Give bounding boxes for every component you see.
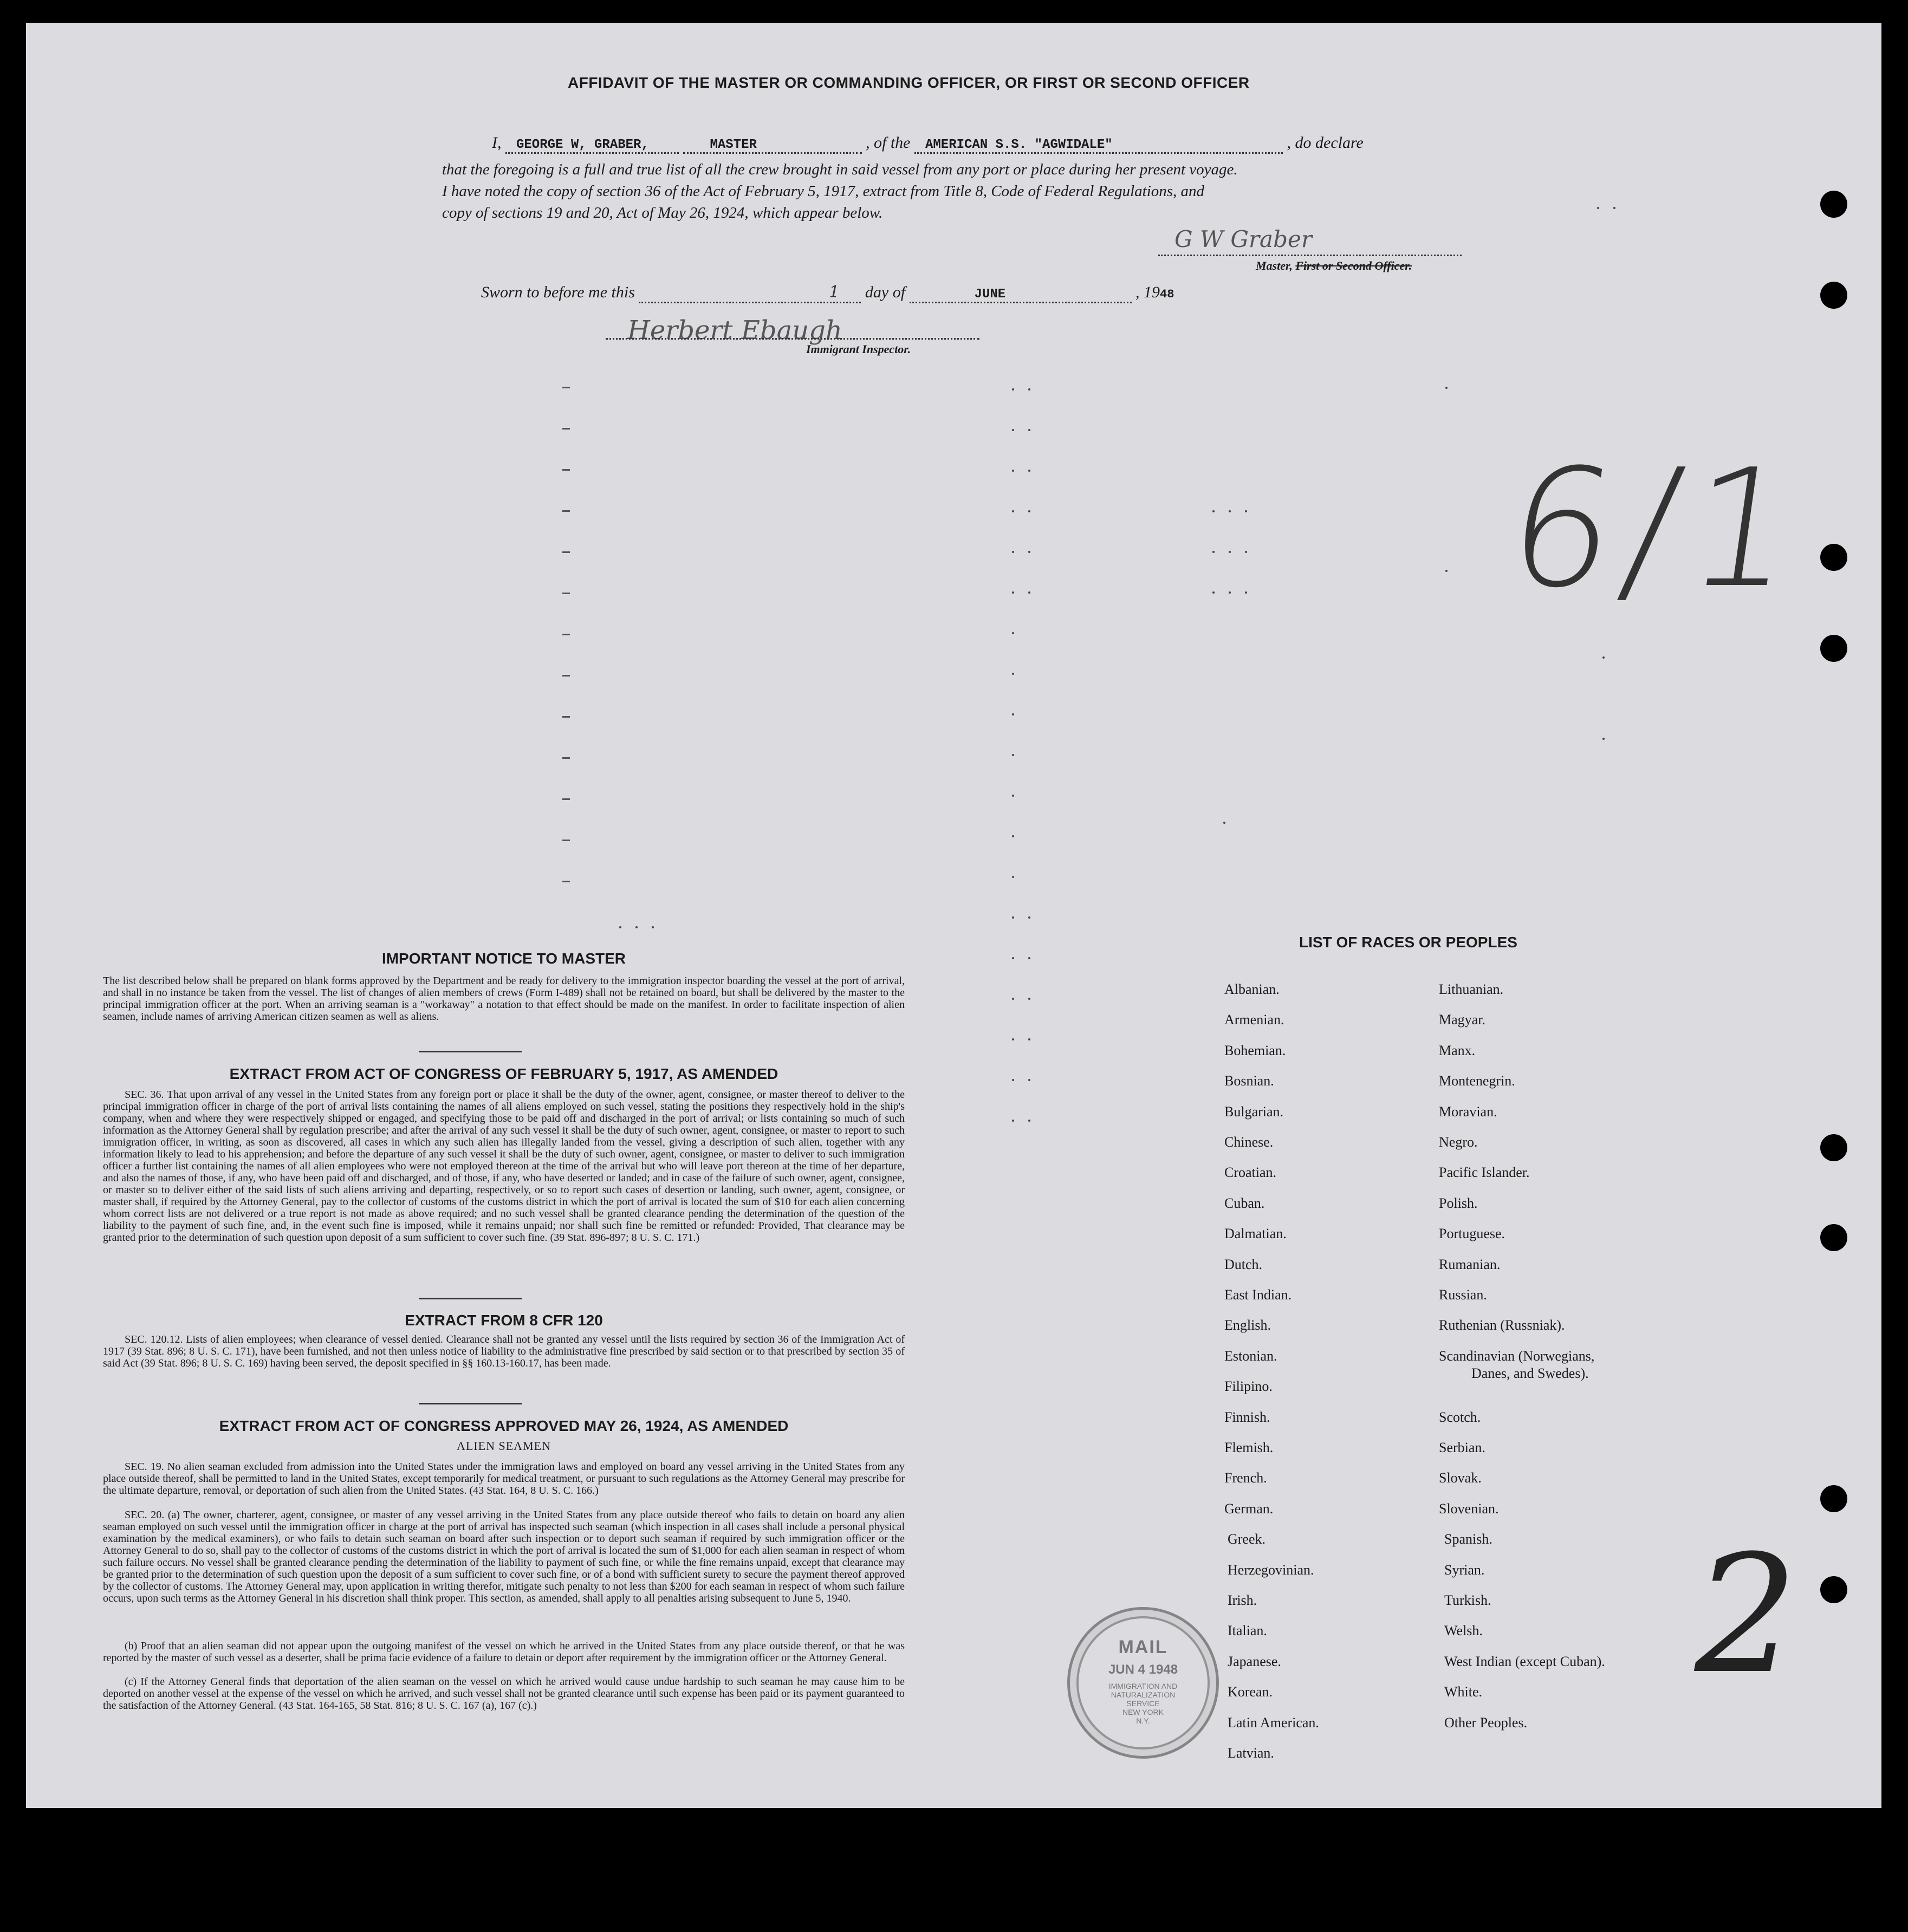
margin-dot [1229,591,1231,594]
margin-dot [1028,1079,1030,1081]
margin-dot [1012,591,1014,594]
race-item: Montenegrin. [1439,1073,1515,1089]
margin-dot [1028,388,1030,391]
margin-dot [1028,957,1030,959]
margin-dot [1245,510,1247,512]
i-label: I, [492,134,502,152]
day-of-label: day of [865,283,906,301]
race-item: German. [1224,1500,1274,1517]
margin-dot [1445,570,1448,572]
margin-mark [562,510,570,512]
race-item: Latvian. [1228,1745,1274,1761]
margin-dot [1012,998,1014,1000]
margin-dot [1012,835,1014,837]
margin-dot [1012,551,1014,553]
declaration-line-2: that the foregoing is a full and true list of all the crew brought in said vessel from any port or place during her present voyage. [442,161,1238,178]
race-item: Japanese. [1228,1653,1281,1669]
margin-dot [1229,510,1231,512]
race-item: Serbian. [1439,1440,1485,1455]
margin-dot [1212,510,1215,512]
race-item: Scotch. [1439,1409,1481,1425]
stamp-line-4: NEW YORK [1122,1708,1164,1716]
race-item: Slovak. [1439,1470,1482,1486]
margin-mark [562,634,570,635]
inspector-label: Immigrant Inspector. [806,342,911,356]
race-item: White. [1444,1684,1483,1700]
race-item: Welsh. [1444,1623,1483,1639]
punch-hole [1820,635,1847,662]
extract-1924-subtitle: ALIEN SEAMEN [457,1439,551,1453]
punch-hole [1820,1576,1847,1603]
margin-dot [1012,957,1014,959]
race-item: Bosnian. [1224,1073,1274,1089]
month-field: JUNE [910,287,1132,303]
margin-dot [1212,551,1215,553]
year-prefix-label: , 19 [1135,283,1160,301]
margin-mark [562,551,570,553]
stamp-line-3: SERVICE [1126,1699,1160,1708]
extract-1924-sec20c: (c) If the Attorney General finds that deportation of the alien seaman on the vessel on which he arrived would cause undue hardship to such seaman he may cause him to be deported on another vessel at the expense of the vessel on which he arrived, and such vessel shall not be granted clearance until such expense has been paid or its payment guaranteed to the satisfaction of the Attorney General. (43 Stat. 164-165, 58 Stat. 816; 8 U. S. C. 167 (a), 167 (c).) [103,1676,905,1712]
margin-dot [1012,632,1014,634]
margin-dot [1028,470,1030,472]
margin-dot [1012,673,1014,675]
margin-dot [619,926,621,928]
margin-dot [1012,754,1014,756]
race-item: English. [1224,1317,1271,1333]
margin-dot [1012,713,1014,715]
margin-dot [1028,551,1030,553]
races-title: LIST OF RACES OR PEOPLES [1299,934,1517,951]
margin-dot [1012,1038,1014,1040]
margin-dot [1028,998,1030,1000]
race-item: Flemish. [1224,1440,1274,1455]
affidavit-title: AFFIDAVIT OF THE MASTER OR COMMANDING OFFICER, OR FIRST OR SECOND OFFICER [568,74,1250,91]
extract-1924-title: EXTRACT FROM ACT OF CONGRESS APPROVED MAY 26, 1924, AS AMENDED [219,1417,789,1434]
handwritten-fraction: 6/1 [1497,434,1818,623]
race-item: Polish. [1439,1195,1478,1211]
race-item: Pacific Islander. [1439,1165,1530,1181]
race-item: East Indian. [1224,1287,1292,1303]
margin-dot [1028,1038,1030,1040]
margin-dot [1212,591,1215,594]
notice-title: IMPORTANT NOTICE TO MASTER [381,950,626,967]
margin-dot [1028,591,1030,594]
margin-mark [562,840,570,841]
race-item: Rumanian. [1439,1256,1501,1272]
race-item: Chinese. [1224,1134,1274,1150]
race-item: Armenian. [1224,1012,1284,1028]
punch-hole [1820,1485,1847,1512]
race-item: West Indian (except Cuban). [1444,1653,1605,1669]
stamp-line-1: IMMIGRATION AND [1108,1682,1178,1690]
margin-dot [1012,1079,1014,1081]
margin-dot [1028,510,1030,512]
master-sign-label [1256,259,1412,273]
race-item: Danes, and Swedes). [1471,1365,1589,1381]
master-name-field: GEORGE W, GRABER, [505,138,679,154]
extract-1924-sec19: SEC. 19. No alien seaman excluded from admission into the United States under the immigration laws and employed on board any vessel arriving in the United States from any place outside thereof, shall be permitted to land in the United States, except temporarily for medical treatment, or pursuant to such regulations as the Attorney General may prescribe for the ultimate departure, removal, or deportation of such alien from the United States. (43 Stat. 164, 8 U. S. C. 166.) [103,1461,905,1497]
race-item: Irish. [1228,1592,1257,1608]
race-item: Negro. [1439,1134,1478,1150]
extract-1917-text: SEC. 36. That upon arrival of any vessel in the United States from any foreign port or place it shall be the duty of the owner, agent, consignee, or master thereof to deliver to the principal immigration officer in charge of the port of arrival lists containing the names of all aliens employed on such vessel, stating the positions they respectively hold in the ship's company, when and where they were respectively shipped or engaged, and specifying those to be paid off and discharged in the port of arrival; or lists containing so much of such information as the Attorney General shall by regulation prescribe; and after the arrival of any such vessel it shall be the duty of such owner, agent, consignee, or master to report to such immigration officer, in writing, as soon as discovered, all cases in which any such alien has illegally landed from the vessel, giving a description of such alien, together with any information likely to lead to his apprehension; and before the departure of any such vessel it shall be the duty of such owner, agent, consignee, or master to deliver to such immigration officer a further list containing the names of all alien employees who were not employed thereon at the time of the arrival but who will leave port thereon at the time of her departure, and also the names of those, if any, who have been paid off and discharged, and of those, if any, who have deserted or landed; and in case of the failure of such owner, agent, consignee, or master so to deliver either of the said lists of such aliens arriving and departing, respectively, or so to report such cases of desertion or landing, such owner, agent, consignee, or master shall, if required by the Attorney General, pay to the collector of customs of the customs district in which the port of arrival is located the sum of $10 for each alien concerning whom correct lists are not delivered or a true report is not made as above required; and no such vessel shall be granted clearance pending the determination of the question of the liability to the payment of such fine, and, in the event such fine is imposed, while it remains unpaid; nor shall such fine be remitted or refunded: Provided, That clearance may be granted prior to the determination of such question upon deposit of a sum sufficient to cover such fine. (39 Stat. 896-897; 8 U. S. C. 171.) [103,1089,905,1244]
race-item: Albanian. [1224,981,1280,997]
extract-1924-sec20a: SEC. 20. (a) The owner, charterer, agent, consignee, or master of any vessel arriving in the United States from any place outside thereof who fails to detain on board any alien seaman employed on such vessel until the immigration officer in charge at the port of arrival has inspected such seaman (which inspection in all cases shall include a personal physical examination by the medical examiners), or who fails to detain such seaman on board after such inspection or to deport such seaman if required by such immigration officer or the Attorney General to do so, shall pay to the collector of customs of the customs district in which the port of arrival is located the sum of $1,000 for each alien seaman in respect of whom such failure occurs. No vessel shall be granted clearance pending the determination of the liability to payment of such fine, or while the fine remains unpaid, except that clearance may be granted prior to the determination of such question upon the deposit of a sum sufficient to cover such fine, or of a bond with sufficient surety to secure the payment thereof approved by the collector of customs. The Attorney General may, upon application in writing therefor, mitigate such penalty to not less than $200 for each seaman in respect of whom such failure occurs, upon such terms as the Attorney General in his discretion shall think proper. This section, as amended, shall apply to all penalties arising subsequent to June 5, 1940. [103,1509,905,1604]
document-page [26,23,1881,1808]
margin-dot [1012,510,1014,512]
race-item: Finnish. [1224,1409,1270,1425]
year-field: 48 [1160,288,1174,301]
section-divider [419,1298,522,1299]
race-item: Croatian. [1224,1165,1277,1181]
margin-dot [1012,795,1014,797]
race-item: Russian. [1439,1287,1487,1303]
race-item: Estonian. [1224,1348,1277,1364]
extract-1924-sec20b: (b) Proof that an alien seaman did not appear upon the outgoing manifest of the vessel on which he arrived in the United States from any place outside thereof, or that he was reported by the master of such vessel as a deserter, shall be prima facie evidence of a failure to detain or deport after requirement by the immigration officer or the Attorney General. [103,1640,905,1664]
race-item: Turkish. [1444,1592,1491,1608]
race-item: Latin American. [1228,1714,1319,1731]
day-field: 1 [639,283,861,303]
vessel-name-field: AMERICAN S.S. "AGWIDALE" [914,138,1283,154]
margin-dot [1028,429,1030,431]
margin-mark [562,675,570,676]
extract-cfr-text: SEC. 120.12. Lists of alien employees; when clearance of vessel denied. Clearance shall not be granted any vessel until the lists required by section 36 of the Immigration Act of 1917 (39 Stat. 896; 8 U. S. C. 171), have been furnished, and not then unless notice of liability to the administrative fine prescribed by said section or to that prescribed by section 35 of said Act (39 Stat. 896; 8 U. S. C. 169) having been served, the deposit specified in §§ 160.13-160.17, has been made. [103,1333,905,1369]
margin-dot [1028,916,1030,919]
punch-hole [1820,1134,1847,1161]
race-item: Other Peoples. [1444,1714,1528,1731]
margin-dot [1223,822,1225,824]
margin-dot [1597,207,1599,209]
declaration-line-3: I have noted the copy of section 36 of the Act of February 5, 1917, extract from Title 8, Code of Federal Regulations, and [442,183,1205,200]
race-item: Filipino. [1224,1378,1273,1395]
stamp-word: MAIL [1118,1637,1168,1657]
inspector-signature-line [606,338,979,340]
punch-hole [1820,282,1847,309]
margin-dot [652,926,654,928]
notice-text: The list described below shall be prepared on blank forms approved by the Department and be ready for delivery to the immigration inspector boarding the vessel at the port of arrival, and shall in no instance be taken from the vessel. The list of changes of alien members of crews (Form I-489) shall not be retained on board, but shall be delivered by the master to the principal immigration officer at the port. When an arriving seaman is a "workaway" a notation to that effect should be made on the manifest. In order to facilitate inspection of alien seamen, include names of arriving American citizen seamen as well as aliens. [103,975,905,1023]
stamp-line-5: N.Y. [1136,1716,1150,1725]
margin-mark [562,881,570,882]
race-item: Bulgarian. [1224,1103,1284,1120]
punch-hole [1820,191,1847,218]
margin-mark [562,798,570,800]
margin-dot [1012,470,1014,472]
stamp-line-2: NATURALIZATION [1111,1690,1176,1699]
margin-dot [1012,388,1014,391]
race-item: Greek. [1228,1531,1266,1547]
margin-dot [1245,551,1247,553]
extract-1917-title: EXTRACT FROM ACT OF CONGRESS OF FEBRUARY 5, 1917, AS AMENDED [229,1065,778,1082]
handwritten-page-number: 2 [1695,1520,1798,1709]
struck-officer-label: First or Second Officer. [1295,259,1412,272]
margin-mark [562,757,570,759]
race-item: Slovenian. [1439,1500,1499,1517]
race-item: Herzegovinian. [1228,1562,1314,1578]
rank-field: MASTER [683,138,862,154]
race-item: Dalmatian. [1224,1226,1287,1242]
stamp-date: JUN 4 1948 [1108,1662,1178,1677]
margin-dot [1012,876,1014,878]
margin-dot [1445,387,1448,389]
margin-dot [1012,429,1014,431]
extract-cfr-title: EXTRACT FROM 8 CFR 120 [405,1312,603,1329]
margin-dot [1229,551,1231,553]
race-item: French. [1224,1470,1267,1486]
margin-dot [1012,1120,1014,1122]
margin-dot [635,926,638,928]
margin-dot [1012,916,1014,919]
margin-mark [562,387,570,388]
margin-mark [562,469,570,471]
margin-dot [1028,1120,1030,1122]
margin-mark [562,716,570,718]
race-item: Lithuanian. [1439,981,1504,997]
sworn-line [481,283,1267,303]
margin-dot [1602,656,1605,659]
race-item: Cuban. [1224,1195,1265,1211]
race-item: Italian. [1228,1623,1267,1639]
race-item: Syrian. [1444,1562,1485,1578]
section-divider [419,1403,522,1404]
mail-received-stamp [1067,1607,1219,1759]
inspector-signature: Herbert Ebaugh [627,315,842,346]
race-item: Scandinavian (Norwegians, [1439,1348,1595,1364]
race-item: Bohemian. [1224,1042,1286,1058]
race-item: Moravian. [1439,1103,1497,1120]
margin-mark [562,593,570,594]
master-signature-line [1158,255,1462,256]
race-item: Portuguese. [1439,1226,1505,1242]
margin-dot [1613,207,1615,209]
race-item: Dutch. [1224,1256,1263,1272]
race-item: Magyar. [1439,1012,1485,1028]
margin-dot [1245,591,1247,594]
of-the-label: , of the [866,134,911,152]
declaration-line-4: copy of sections 19 and 20, Act of May 26, 1924, which appear below. [442,204,883,222]
sworn-label: Sworn to before me this [481,283,635,301]
race-item: Manx. [1439,1042,1476,1058]
race-item: Spanish. [1444,1531,1492,1547]
margin-dot [1602,738,1605,740]
race-item: Ruthenian (Russniak). [1439,1317,1565,1333]
master-label: Master, [1256,259,1293,272]
punch-hole [1820,544,1847,571]
race-item: Korean. [1228,1684,1273,1700]
margin-mark [562,428,570,430]
do-declare-label: , do declare [1287,134,1364,152]
section-divider [419,1051,522,1052]
punch-hole [1820,1224,1847,1251]
master-signature: G W Graber [1174,226,1312,252]
declaration-line-1 [492,134,1500,155]
